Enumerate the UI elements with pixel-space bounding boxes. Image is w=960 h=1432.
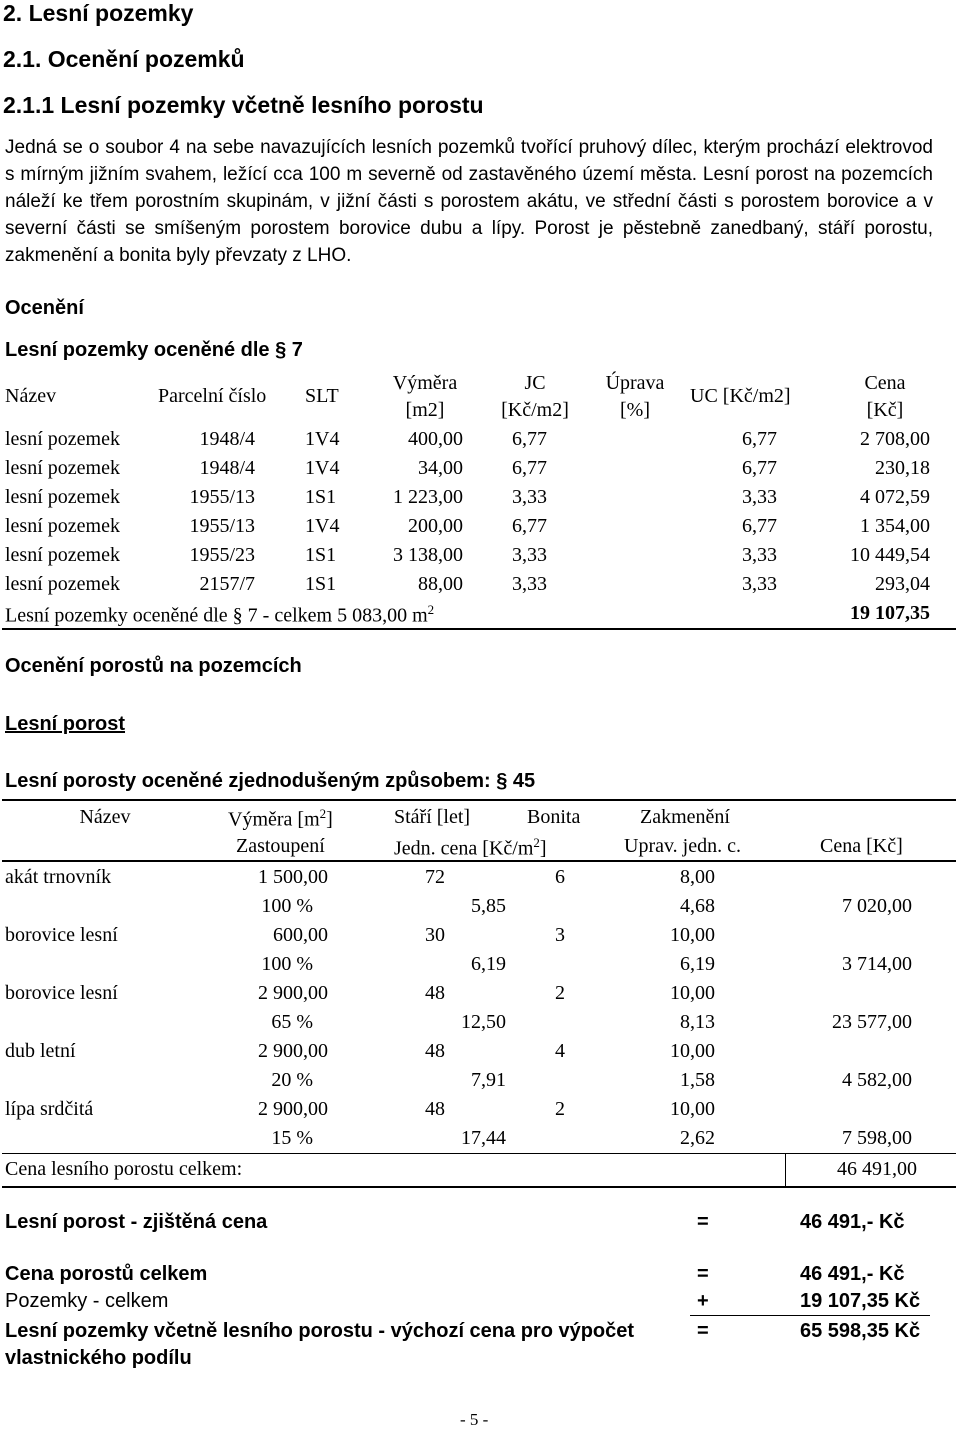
- cell-zakmeneni: 10,00: [670, 982, 715, 1004]
- intro-paragraph: Jedná se o soubor 4 na sebe navazujících lesních pozemků tvořící pruhový dílec, kterým prochází elektrovod s mírným jižním svahem, ležící cca 100 m severně od zastavěného území města. Lesní porost na pozemcích náleží ke třem porostním skupinám, v jižní části s porostem akátu, ve střední části s porostem borovice a v severní části se smíšeným porostem borovice dubu a lípy. Porost je pěstebně zanedbaný, stáří porostu, zakmenění a bonita byly převzaty z LHO.: [5, 137, 933, 266]
- cell-nazev: lesní pozemek: [5, 515, 120, 537]
- col-header-uprava: Úprava: [605, 372, 665, 394]
- cell-nazev: lípa srdčitá: [5, 1098, 94, 1120]
- cell-stari: 48: [425, 1098, 445, 1120]
- cell-nazev: lesní pozemek: [5, 573, 120, 595]
- col-header-zastoupeni: Zastoupení: [236, 835, 325, 857]
- cell-uc: 3,33: [742, 544, 777, 566]
- vychozi-cena-value: 65 598,35 Kč: [800, 1320, 921, 1342]
- col-header-bonita: Bonita: [527, 806, 581, 828]
- cell-cena: 23 577,00: [832, 1011, 912, 1033]
- cell-cena: 2 708,00: [860, 428, 930, 450]
- oceneni-title: Ocenění: [5, 297, 84, 319]
- pozemky-celkem-value: 19 107,35 Kč: [800, 1290, 921, 1312]
- col-header-uc: UC [Kč/m2]: [690, 385, 791, 407]
- cell-bonita: 2: [555, 982, 565, 1004]
- cell-jc: 3,33: [512, 573, 547, 595]
- oceneni-total-label: Lesní pozemky oceněné dle § 7 - celkem 5 083,00 $m^2$: [5, 602, 435, 627]
- pozemky-celkem-label: Pozemky - celkem: [5, 1290, 169, 1312]
- cell-parcela: 1955/13: [189, 486, 255, 508]
- zjistena-value: 46 491,- Kč: [800, 1211, 905, 1233]
- col-header-cena-unit: [Kč]: [866, 399, 904, 421]
- cell-zastoupeni: 65 %: [271, 1011, 313, 1033]
- cell-slt: 1V4: [305, 457, 340, 479]
- porosty-celkem-value: 46 491,- Kč: [800, 1263, 905, 1285]
- col-header-uprav-jedn-c: Uprav. jedn. c.: [624, 835, 741, 857]
- col-header-stari: Stáří [let]: [394, 806, 471, 828]
- cell-zakmeneni: 10,00: [670, 1098, 715, 1120]
- cell-zakmeneni: 8,00: [680, 866, 715, 888]
- cell-jedn: 17,44: [461, 1127, 506, 1149]
- cell-vymera: 3 138,00: [393, 544, 463, 566]
- cell-nazev: lesní pozemek: [5, 428, 120, 450]
- cell-zakmeneni: 10,00: [670, 1040, 715, 1062]
- col-header-vymera-unit: [m2]: [405, 399, 445, 421]
- cell-jc: 3,33: [512, 486, 547, 508]
- cell-nazev: lesní pozemek: [5, 486, 120, 508]
- heading-section: 2. Lesní pozemky: [3, 0, 194, 26]
- porosty-subtitle: Lesní porost: [5, 713, 126, 735]
- porosty-table-title: Lesní porosty oceněné zjednodušeným způsobem: § 45: [5, 770, 536, 792]
- sum-underline: [690, 1315, 930, 1316]
- cell-zakmeneni: 10,00: [670, 924, 715, 946]
- cell-uprav: 2,62: [680, 1127, 715, 1149]
- col-header-nazev: Název: [79, 806, 131, 828]
- cell-vymera: 34,00: [418, 457, 463, 479]
- vychozi-cena-label: Lesní pozemky včetně lesního porostu - výchozí cena pro výpočet: [5, 1320, 635, 1342]
- col-header-vymera: Výměra: [392, 372, 458, 394]
- porosty-total-top-border: [2, 1153, 956, 1154]
- col-header-jc-unit: [Kč/m2]: [501, 399, 569, 421]
- cell-uc: 3,33: [742, 573, 777, 595]
- cell-vymera: 88,00: [418, 573, 463, 595]
- vychozi-cena-label-cont: vlastnického podílu: [5, 1347, 192, 1369]
- cell-slt: 1S1: [305, 573, 337, 595]
- cell-slt: 1V4: [305, 515, 340, 537]
- cell-bonita: 4: [555, 1040, 565, 1062]
- cell-parcela: 1955/13: [189, 515, 255, 537]
- cell-uprav: 8,13: [680, 1011, 715, 1033]
- cell-nazev: lesní pozemek: [5, 544, 120, 566]
- cell-bonita: 3: [555, 924, 565, 946]
- cell-vymera: 1 223,00: [393, 486, 463, 508]
- cell-parcela: 1955/23: [189, 544, 255, 566]
- cell-stari: 30: [425, 924, 445, 946]
- cell-cena: 3 714,00: [842, 953, 912, 975]
- heading-subsection: 2.1. Ocenění pozemků: [3, 46, 245, 72]
- porosty-total-label: Cena lesního porostu celkem:: [5, 1158, 243, 1180]
- heading-subsubsection: 2.1.1 Lesní pozemky včetně lesního porostu: [3, 92, 484, 118]
- cell-bonita: 2: [555, 1098, 565, 1120]
- cell-cena: 7 598,00: [842, 1127, 912, 1149]
- cell-jedn: 5,85: [471, 895, 506, 917]
- cell-jedn: 12,50: [461, 1011, 506, 1033]
- cell-zastoupeni: 20 %: [271, 1069, 313, 1091]
- cell-cena: 10 449,54: [850, 544, 930, 566]
- oceneni-subtitle: Lesní pozemky oceněné dle § 7: [5, 339, 303, 361]
- vychozi-cena-operator: =: [697, 1320, 709, 1342]
- col-header-vymera: Výměra $[m^2]$: [228, 806, 333, 831]
- col-header-parcela: Parcelní číslo: [158, 385, 267, 407]
- col-header-cena: Cena [Kč]: [820, 835, 903, 857]
- cell-zastoupeni: 15 %: [271, 1127, 313, 1149]
- cell-parcela: 1948/4: [199, 457, 255, 479]
- cell-stari: 48: [425, 982, 445, 1004]
- cell-zastoupeni: 100 %: [261, 953, 313, 975]
- cell-uc: 6,77: [742, 515, 777, 537]
- cell-cena: 4 072,59: [860, 486, 930, 508]
- cell-cena: 7 020,00: [842, 895, 912, 917]
- cell-nazev: borovice lesní: [5, 924, 118, 946]
- porosty-header-bottom-border: [2, 860, 956, 862]
- porosty-total-value: 46 491,00: [837, 1158, 917, 1180]
- porosty-table-top-border: [2, 799, 956, 801]
- cell-slt: 1S1: [305, 544, 337, 566]
- col-header-zakmeneni: Zakmenění: [640, 806, 730, 828]
- cell-jc: 6,77: [512, 428, 547, 450]
- cell-jedn: 7,91: [471, 1069, 506, 1091]
- col-header-slt: SLT: [305, 385, 339, 407]
- cell-vymera: 2 900,00: [258, 1040, 328, 1062]
- cell-nazev: akát trnovník: [5, 866, 112, 888]
- cell-uprav: 1,58: [680, 1069, 715, 1091]
- cell-jc: 3,33: [512, 544, 547, 566]
- porosty-celkem-label: Cena porostů celkem: [5, 1263, 208, 1285]
- cell-jc: 6,77: [512, 457, 547, 479]
- cell-jedn: 6,19: [471, 953, 506, 975]
- oceneni-total-underline: [2, 628, 956, 630]
- cell-stari: 48: [425, 1040, 445, 1062]
- col-header-jedn-cena: Jedn. cena $[Kč/m^2]$: [394, 835, 547, 860]
- col-header-nazev: Název: [5, 385, 57, 407]
- cell-slt: 1V4: [305, 428, 340, 450]
- col-header-uprava-unit: [%]: [620, 399, 650, 421]
- porosty-total-divider: [785, 1153, 786, 1187]
- cell-cena: 4 582,00: [842, 1069, 912, 1091]
- cell-nazev: lesní pozemek: [5, 457, 120, 479]
- cell-vymera: 2 900,00: [258, 982, 328, 1004]
- page-number: - 5 -: [460, 1410, 489, 1429]
- cell-uc: 6,77: [742, 428, 777, 450]
- cell-uprav: 6,19: [680, 953, 715, 975]
- cell-cena: 1 354,00: [860, 515, 930, 537]
- pozemky-celkem-operator: +: [697, 1290, 709, 1312]
- cell-jc: 6,77: [512, 515, 547, 537]
- cell-vymera: 200,00: [408, 515, 463, 537]
- cell-cena: 293,04: [875, 573, 930, 595]
- zjistena-label: Lesní porost - zjištěná cena: [5, 1211, 268, 1233]
- cell-vymera: 1 500,00: [258, 866, 328, 888]
- cell-vymera: 400,00: [408, 428, 463, 450]
- zjistena-operator: =: [697, 1211, 709, 1233]
- cell-nazev: dub letní: [5, 1040, 76, 1062]
- cell-bonita: 6: [555, 866, 565, 888]
- cell-parcela: 2157/7: [199, 573, 255, 595]
- cell-uc: 3,33: [742, 486, 777, 508]
- porosty-celkem-operator: =: [697, 1263, 709, 1285]
- cell-uc: 6,77: [742, 457, 777, 479]
- cell-cena: 230,18: [875, 457, 930, 479]
- cell-stari: 72: [425, 866, 445, 888]
- cell-vymera: 2 900,00: [258, 1098, 328, 1120]
- col-header-cena: Cena: [864, 372, 906, 394]
- porosty-title: Ocenění porostů na pozemcích: [5, 655, 302, 677]
- cell-vymera: 600,00: [273, 924, 328, 946]
- cell-parcela: 1948/4: [199, 428, 255, 450]
- oceneni-total-value: 19 107,35: [850, 602, 930, 624]
- cell-nazev: borovice lesní: [5, 982, 118, 1004]
- cell-slt: 1S1: [305, 486, 337, 508]
- cell-zastoupeni: 100 %: [261, 895, 313, 917]
- cell-uprav: 4,68: [680, 895, 715, 917]
- col-header-jc: JC: [524, 372, 546, 394]
- porosty-total-bottom-border: [2, 1186, 956, 1188]
